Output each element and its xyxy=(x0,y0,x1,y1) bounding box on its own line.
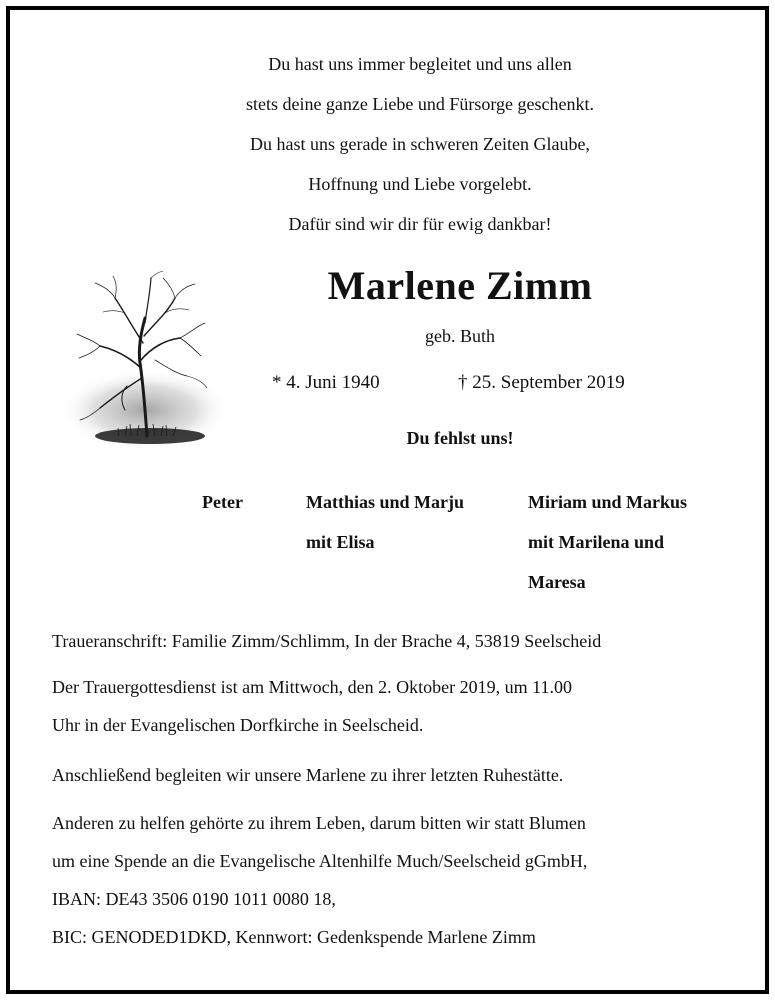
poem-line: Du hast uns gerade in schweren Zeiten Glaube, xyxy=(250,134,590,154)
poem-line: Hoffnung und Liebe vorgelebt. xyxy=(308,174,532,194)
funeral-service xyxy=(52,668,732,744)
poem xyxy=(170,44,670,244)
burial-notice xyxy=(52,756,732,794)
poem-line: stets deine ganze Liebe und Fürsorge geschenkt. xyxy=(245,94,595,114)
mourning-address xyxy=(52,622,732,660)
address-line: Traueranschrift: Familie Zimm/Schlimm, In der Brache 4, 53819 Seelscheid xyxy=(52,631,602,651)
mourner-line: mit Marilena und xyxy=(528,532,665,552)
mourner-group xyxy=(528,482,687,602)
mourner-group xyxy=(202,482,243,522)
farewell-message: Du fehlst uns! xyxy=(406,428,514,448)
poem-line: Dafür sind wir dir für ewig dankbar! xyxy=(288,214,552,234)
tree-icon xyxy=(55,268,230,468)
mourner-line: Maresa xyxy=(528,572,586,592)
death-date: † 25. September 2019 xyxy=(458,372,625,393)
donation-line: IBAN: DE43 3506 0190 1011 0080 18, xyxy=(52,889,336,909)
mourner-line: mit Elisa xyxy=(306,532,375,552)
mourner-line: Miriam und Markus xyxy=(528,492,688,512)
poem-line: Du hast uns immer begleitet und uns allen xyxy=(268,54,572,74)
donation-request xyxy=(52,804,732,956)
mourner-group xyxy=(306,482,464,562)
birth-name: geb. Buth xyxy=(425,326,495,346)
service-line: Der Trauergottesdienst ist am Mittwoch, den 2. Oktober 2019, um 11.00 xyxy=(52,677,572,697)
birth-date: * 4. Juni 1940 xyxy=(272,372,380,393)
service-line: Uhr in der Evangelischen Dorfkirche in Seelscheid. xyxy=(52,715,424,735)
donation-line: BIC: GENODED1DKD, Kennwort: Gedenkspende Marlene Zimm xyxy=(52,927,536,947)
mourner-line: Matthias und Marju xyxy=(306,492,465,512)
donation-line: um eine Spende an die Evangelische Altenhilfe Much/Seelscheid gGmbH, xyxy=(52,851,588,871)
donation-line: Anderen zu helfen gehörte zu ihrem Leben, darum bitten wir statt Blumen xyxy=(52,813,586,833)
burial-line: Anschließend begleiten wir unsere Marlene zu ihrer letzten Ruhestätte. xyxy=(52,765,564,785)
mourner-line: Peter xyxy=(202,492,243,512)
deceased-name: Marlene Zimm xyxy=(327,263,593,308)
